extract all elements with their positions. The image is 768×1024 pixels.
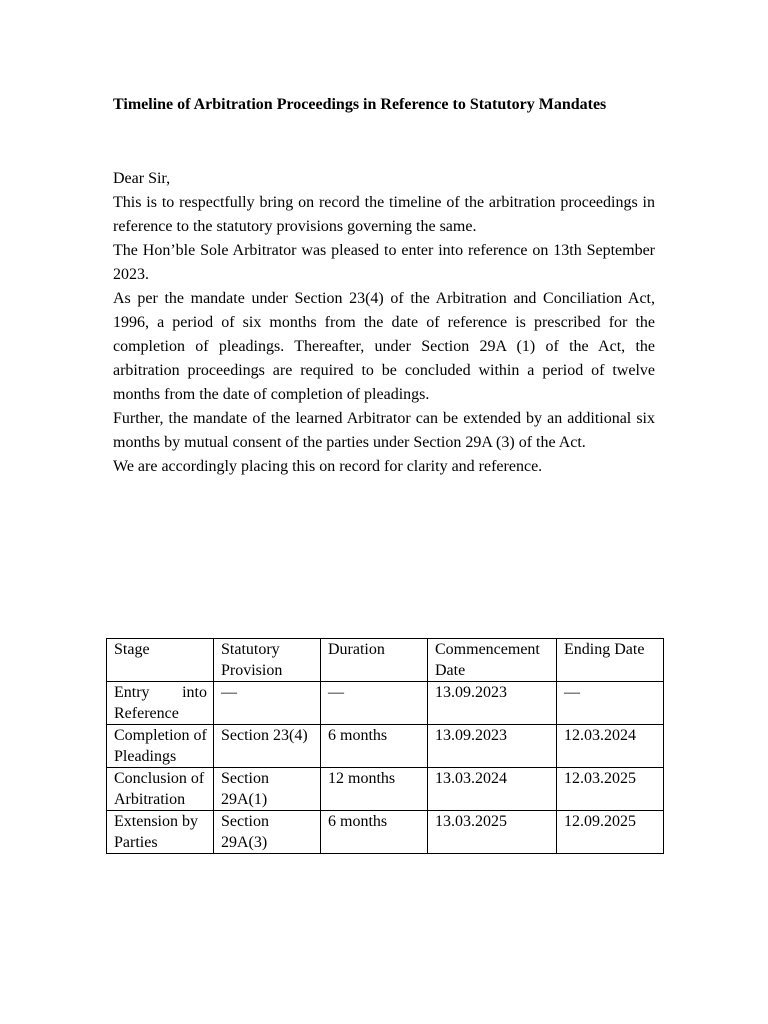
table-cell-duration: 12 months <box>321 768 428 811</box>
paragraph-reference-date: The Hon’ble Sole Arbitrator was pleased to enter into reference on 13th September 2023. <box>113 242 655 283</box>
table-cell-duration: 6 months <box>321 811 428 854</box>
timeline-table <box>106 638 664 854</box>
paragraph-closing: We are accordingly placing this on record for clarity and reference. <box>113 458 543 475</box>
table-header-cell: Commencement Date <box>428 639 557 682</box>
table-row <box>107 725 664 768</box>
table-cell-commencement: 13.09.2023 <box>428 682 557 725</box>
table-cell-ending: 12.09.2025 <box>557 811 664 854</box>
table-header-cell: Statutory Provision <box>214 639 321 682</box>
table-header-cell: Ending Date <box>557 639 664 682</box>
table-header-cell: Stage <box>107 639 214 682</box>
table-cell-ending: — <box>557 682 664 725</box>
table-cell-provision: — <box>214 682 321 725</box>
table-cell-stage: Conclusion of Arbitration <box>107 768 214 811</box>
table-cell-commencement: 13.09.2023 <box>428 725 557 768</box>
table-cell-commencement: 13.03.2024 <box>428 768 557 811</box>
paragraph-extension: Further, the mandate of the learned Arbitrator can be extended by an additional six months by mutual consent of the parties under Section 29A (3) of the Act. <box>113 410 655 451</box>
document-title: Timeline of Arbitration Proceedings in Reference to Statutory Mandates <box>113 96 607 113</box>
table-cell-commencement: 13.03.2025 <box>428 811 557 854</box>
table-row <box>107 682 664 725</box>
paragraph-intro: This is to respectfully bring on record the timeline of the arbitration proceedings in reference to the statutory provisions governing the same. <box>113 194 655 235</box>
document-body <box>113 93 655 479</box>
table-row <box>107 811 664 854</box>
table-cell-provision: Section 29A(1) <box>214 768 321 811</box>
table-cell-stage: Completion of Pleadings <box>107 725 214 768</box>
table-header-row <box>107 639 664 682</box>
table-header-cell: Duration <box>321 639 428 682</box>
table-cell-stage: Extension by Parties <box>107 811 214 854</box>
table-cell-provision: Section 23(4) <box>214 725 321 768</box>
table-cell-stage: Entry into Reference <box>107 682 214 725</box>
paragraph-statutory-mandate: As per the mandate under Section 23(4) of the Arbitration and Conciliation Act, 1996, a period of six months from the date of reference is prescribed for the completion of pleadings. Thereafter, under Section 29A (1) of the Act, the arbitration proceedings are required to be concluded within a period of twelve months from the date of completion of pleadings. <box>113 290 655 403</box>
table-cell-provision: Section 29A(3) <box>214 811 321 854</box>
table-cell-ending: 12.03.2025 <box>557 768 664 811</box>
table-cell-duration: 6 months <box>321 725 428 768</box>
table-cell-ending: 12.03.2024 <box>557 725 664 768</box>
salutation: Dear Sir, <box>113 170 171 187</box>
table-cell-duration: — <box>321 682 428 725</box>
table-row <box>107 768 664 811</box>
